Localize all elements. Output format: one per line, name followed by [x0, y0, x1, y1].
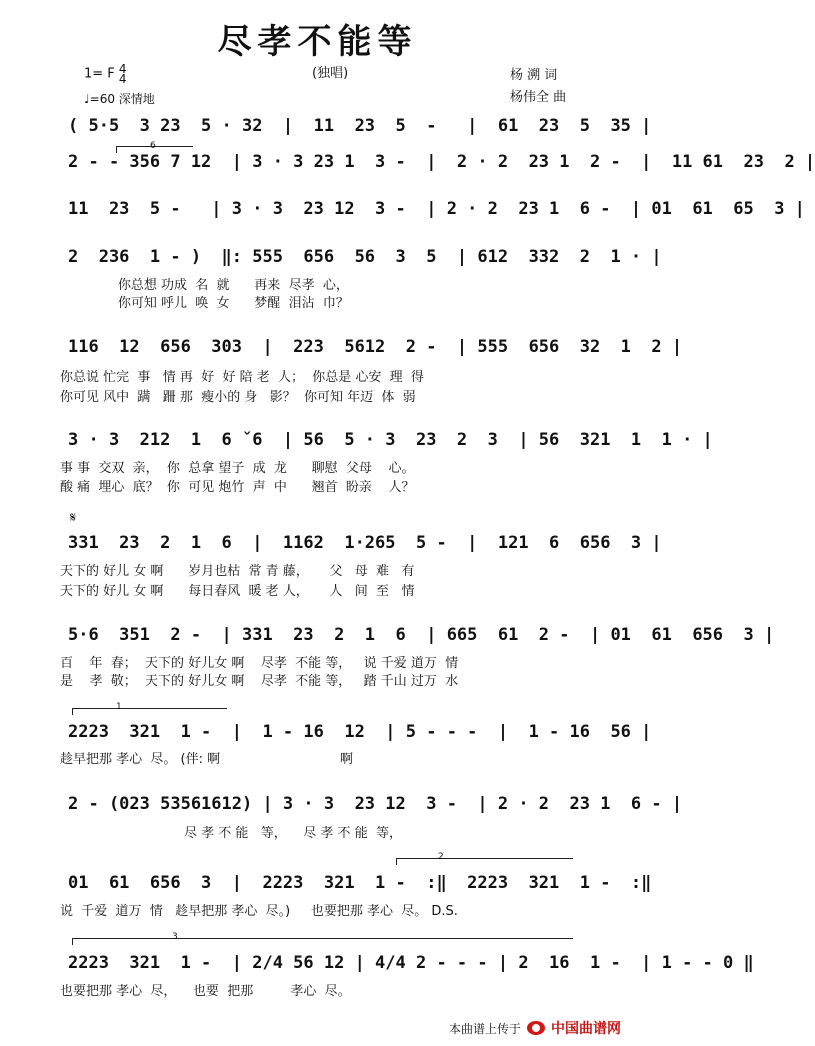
score-row-9: 2223 321 1 - | 1 - 16 12 | 5 - - - | 1 - 16 56 | — [68, 722, 652, 742]
volta-2-label: 2 — [438, 852, 444, 862]
lyric-row-9: 趁早把那 孝心 尽。 (伴: 啊 啊 — [60, 752, 353, 767]
volta-1 — [72, 708, 227, 715]
score-row-3: 11 23 5 - | 3 · 3 23 12 3 - | 2 · 2 23 1 6 - | 01 61 65 3 | — [68, 199, 805, 219]
score-row-2: 2 - - 356 7 12 | 3 · 3 23 1 3 - | 2 · 2 23 1 2 - | 11 61 23 2 | — [68, 152, 815, 172]
volta-1-label: 1 — [116, 702, 122, 712]
song-title: 尽孝不能等 — [217, 22, 418, 62]
footer — [449, 1018, 621, 1038]
composer: 杨伟全 曲 — [510, 90, 567, 105]
score-row-10: 2 - (023 53561612) | 3 · 3 23 12 3 - | 2 · 2 23 1 6 - | — [68, 794, 683, 814]
lyric-row-8b: 是 孝 敬； 天下的 好儿女 啊 尽孝 不能 等， 踏 千山 过万 水 — [60, 674, 459, 689]
lyric-row-6a: 事 事 交双 亲， 你 总拿 望子 成 龙 聊慰 父母 心。 — [60, 461, 415, 476]
lyric-row-5a: 你总说 忙完 事 情 再 好 好 陪 老 人； 你总是 心安 理 得 — [60, 370, 424, 385]
lyric-row-4b: 你可知 呼儿 唤 女 梦醒 泪沾 巾？ — [60, 296, 349, 311]
lyric-row-7a: 天下的 好儿 女 啊 岁月也枯 常 青 藤， 父 母 难 有 — [60, 564, 415, 579]
site-logo-icon — [527, 1021, 545, 1035]
lyric-row-4a: 你总想 功成 名 就 再来 尽孝 心， — [60, 278, 349, 293]
lyric-row-12: 也要把那 孝心 尽， 也要 把那 孝心 尽。 — [60, 984, 351, 999]
volta-2 — [396, 858, 573, 865]
score-row-12: 2223 321 1 - | 2/4 56 12 | 4/4 2 - - - | 2 16 1 - | 1 - - 0 ‖ — [68, 953, 754, 973]
key-signature — [84, 64, 127, 84]
score-row-7: 331 23 2 1 6 | 1162 1·265 5 - | 121 6 656 3 | — [68, 533, 662, 553]
lyric-row-11: 说 千爱 道万 情 趁早把那 孝心 尽。) 也要把那 孝心 尽。 D.S. — [60, 904, 458, 919]
lyricist: 杨 溯 词 — [510, 68, 558, 83]
lyric-row-8a: 百 年 春； 天下的 好儿女 啊 尽孝 不能 等， 说 千爱 道万 情 — [60, 656, 459, 671]
time-top: 4 — [118, 62, 127, 76]
lyric-row-5b: 你可见 风中 蹒 跚 那 瘦小的 身 影？ 你可知 年迈 体 弱 — [60, 390, 416, 405]
footer-text: 本曲谱上传于 — [448, 1021, 521, 1036]
performance-note: (独唱) — [312, 66, 349, 81]
lyric-row-6b: 酸 痛 埋心 底？ 你 可见 炮竹 声 中 翘首 盼亲 人？ — [60, 480, 415, 495]
time-signature — [119, 64, 127, 84]
site-logo-text[interactable]: 中国曲谱网 — [551, 1021, 621, 1037]
score-row-1: ( 5·5 3 23 5 · 32 | 11 23 5 - | 61 23 5 35 | — [68, 116, 652, 136]
volta-3-label: 3 — [172, 932, 178, 942]
tempo-mark: ♩=60 深情地 — [84, 92, 155, 106]
lyric-row-7b: 天下的 好儿 女 啊 每日春风 暖 老 人， 人 间 至 情 — [60, 584, 415, 599]
score-row-8: 5·6 351 2 - | 331 23 2 1 6 | 665 61 2 - | 01 61 656 3 | — [68, 625, 775, 645]
triplet-label: 6 — [150, 141, 156, 151]
volta-3 — [72, 938, 573, 945]
lyric-row-10: 尽 孝 不 能 等， 尽 孝 不 能 等， — [60, 826, 402, 841]
score-row-6: 3 · 3 212 1 6 ˇ6 | 56 5 · 3 23 2 3 | 56 321 1 1 · | — [68, 430, 713, 450]
score-row-4: 2 236 1 - ) ‖: 555 656 56 3 5 | 612 332 2 1 · | — [68, 247, 662, 267]
segno-sign: 𝄋 — [70, 510, 77, 526]
score-row-5: 116 12 656 303 | 223 5612 2 - | 555 656 32 1 2 | — [68, 337, 683, 357]
score-row-11: 01 61 656 3 | 2223 321 1 - :‖ 2223 321 1 - :‖ — [68, 873, 652, 893]
time-bottom: 4 — [118, 72, 127, 86]
key-label: 1= F — [84, 66, 115, 82]
